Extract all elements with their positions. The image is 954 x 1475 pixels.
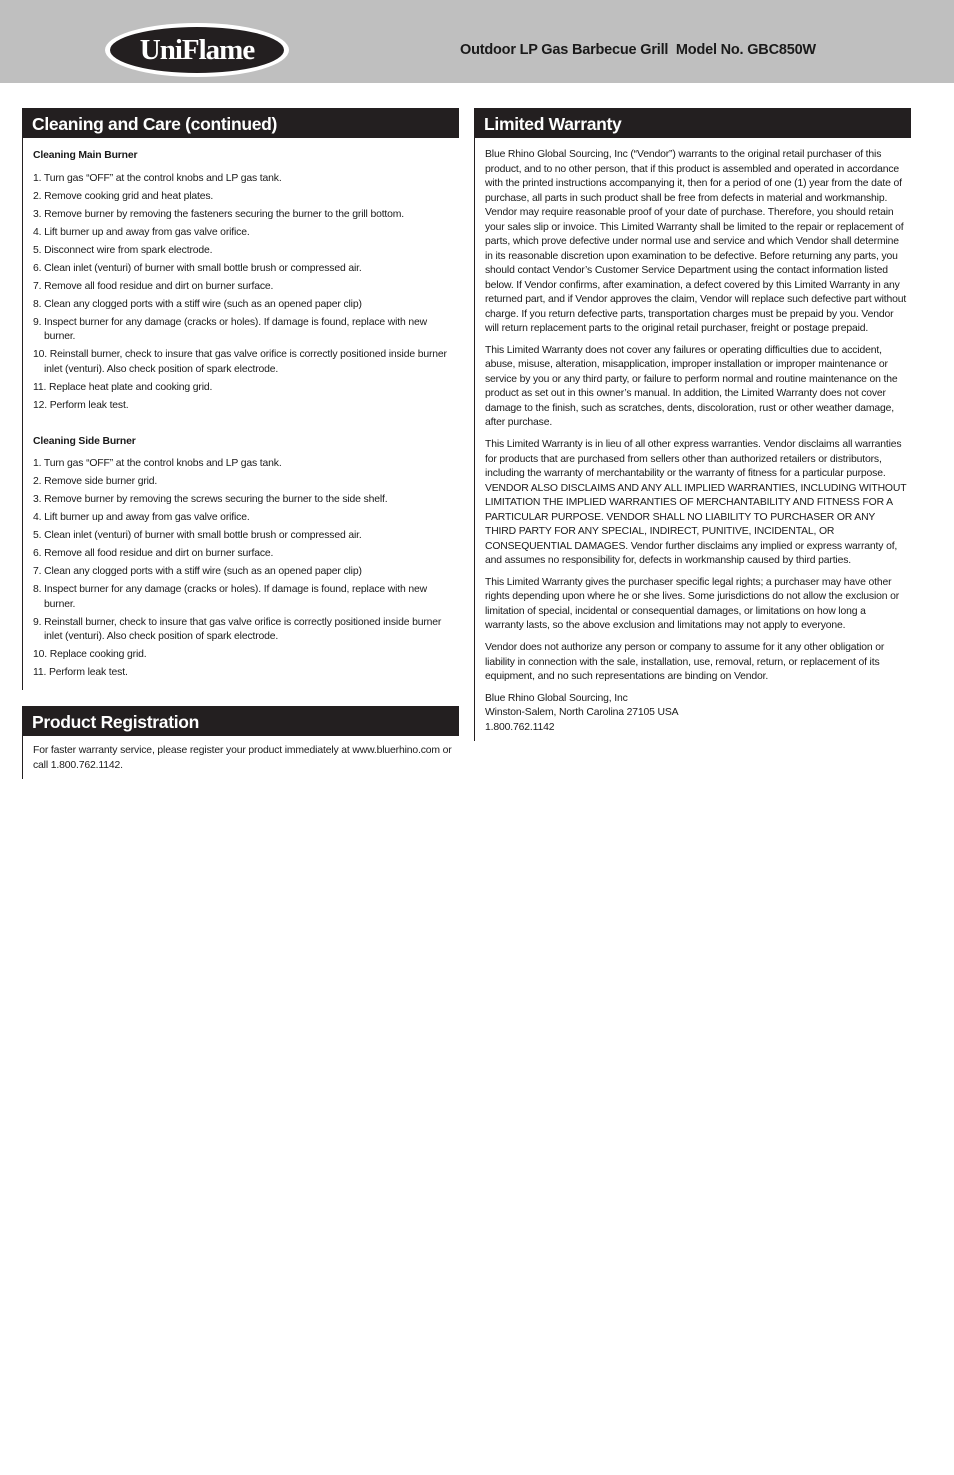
- list-item: 3. Remove burner by removing the fasteners securing the burner to the grill bottom.: [33, 208, 405, 220]
- list-item: 8. Inspect burner for any damage (cracks or holes). If damage is found, replace with new burner.: [33, 584, 427, 610]
- main-burner-steps: [33, 172, 455, 414]
- page-header: [0, 0, 954, 83]
- uniflame-logo: [104, 22, 290, 78]
- warranty-paragraph: Vendor does not authorize any person or company to assume for it any other obligation or liability in connection with the sale, installation, use, removal, return, or replacement of its equipment, and no such representations are binding on Vendor.: [485, 642, 885, 683]
- list-item: 11. Perform leak test.: [33, 667, 128, 678]
- list-item: 12. Perform leak test.: [33, 399, 129, 411]
- list-item: 1. Turn gas “OFF” at the control knobs and LP gas tank.: [33, 172, 282, 184]
- warranty-heading: Limited Warranty: [474, 108, 911, 138]
- list-item: 4. Lift burner up and away from gas valve orifice.: [33, 512, 250, 523]
- list-item: 8. Clean any clogged ports with a stiff wire (such as an opened paper clip): [33, 298, 362, 310]
- registration-text: For faster warranty service, please register your product immediately at www.bluerhino.com or call 1.800.762.1142.: [33, 745, 452, 771]
- address-line: Blue Rhino Global Sourcing, Inc: [485, 692, 628, 704]
- registration-body: [22, 736, 459, 779]
- list-item: 10. Reinstall burner, check to insure that gas valve orifice is correctly positioned inside burner inlet (venturi). Also check position of spark electrode.: [33, 349, 447, 375]
- right-column: [474, 108, 911, 741]
- list-item: 3. Remove burner by removing the screws securing the burner to the side shelf.: [33, 494, 388, 505]
- address-line: Winston-Salem, North Carolina 27105 USA: [485, 707, 679, 719]
- list-item: 10. Replace cooking grid.: [33, 649, 147, 660]
- list-item: 2. Remove cooking grid and heat plates.: [33, 190, 214, 202]
- warranty-paragraph: This Limited Warranty gives the purchaser specific legal rights; a purchaser may have other rights depending upon where he or she lives. Some jurisdictions do not allow the exclusion or limitation of special, incidental or consequential damages, or limitations on how long a warranty lasts, so the above exclusion and limitations may not apply to everyone.: [485, 576, 900, 632]
- cleaning-body: [22, 138, 459, 690]
- registration-heading: Product Registration: [22, 706, 459, 736]
- list-item: 11. Replace heat plate and cooking grid.: [33, 381, 213, 393]
- left-column: [22, 108, 459, 779]
- list-item: 5. Disconnect wire from spark electrode.: [33, 244, 213, 256]
- list-item: 6. Remove all food residue and dirt on burner surface.: [33, 548, 274, 559]
- model-title: Outdoor LP Gas Barbecue Grill Model No. GBC850W: [460, 42, 816, 58]
- logo-wordmark: UniFlame: [139, 34, 255, 66]
- list-item: 6. Clean inlet (venturi) of burner with small bottle brush or compressed air.: [33, 262, 362, 274]
- main-burner-subheading: Cleaning Main Burner: [33, 150, 138, 161]
- vendor-address: [485, 692, 907, 736]
- list-item: 2. Remove side burner grid.: [33, 476, 158, 487]
- warranty-paragraph: This Limited Warranty does not cover any failures or operating difficulties due to accident, abuse, misuse, alteration, misapplication, improper installation or improper maintenance or service by you or any third party, or failure to perform normal and routine maintenance on the product as set out in this owner’s manual. In addition, the Limited Warranty does not cover damage to the finish, such as scratches, dents, discoloration, rust or other weather damage, after purchase.: [485, 344, 898, 429]
- cleaning-heading: Cleaning and Care (continued): [22, 108, 459, 138]
- list-item: 5. Clean inlet (venturi) of burner with small bottle brush or compressed air.: [33, 530, 362, 541]
- list-item: 9. Reinstall burner, check to insure that gas valve orifice is correctly positioned inside burner inlet (venturi). Also check position of spark electrode.: [33, 616, 442, 642]
- warranty-body: [474, 138, 911, 741]
- list-item: 7. Remove all food residue and dirt on burner surface.: [33, 280, 274, 292]
- warranty-paragraph: This Limited Warranty is in lieu of all other express warranties. Vendor disclaims all warranties for products that are purchased from sellers other than authorized retailers or distributors, including the warranty of merchantability or the warranty of fitness for a particular purpose. VENDOR ALSO DISCLAIMS AND ANY ALL IMPLIED WARRANTIES, INCLUDING WITHOUT LIMITATION THE IMPLIED WARRANTIES OF MERCHANTABILITY AND FITNESS FOR A PARTICULAR PURPOSE. VENDOR SHALL NO LIABILITY TO PURCHASER OR ANY THIRD PARTY FOR ANY SPECIAL, INDIRECT, PUNITIVE, INCIDENTAL, OR CONSEQUENTIAL DAMAGES. Vendor further disclaims any implied or express warranty of, and assumes no responsibility for, defects in workmanship caused by third parties.: [485, 439, 907, 567]
- warranty-paragraph: Blue Rhino Global Sourcing, Inc (“Vendor”) warrants to the original retail purchaser of this product, and to no other person, that if this product is assembled and operated in accordance with the printed instructions accompanying it, then for a period of one (1) year from the date of purchase, all parts in such product shall be free from defects in material and workmanship. Vendor may require reasonable proof of your date of purchase. Therefore, you should retain your sales slip or invoice. This Limited Warranty shall be limited to the repair or replacement of parts, which prove defective under normal use and service and which Vendor shall determine in its reasonable discretion upon examination to be defective. Before returning any parts, you should contact Vendor’s Customer Service Department using the contact information listed below. If Vendor confirms, after examination, a defect covered by this Limited Warranty in any returned part, and if Vendor approves the claim, Vendor will replace such defective part without charge. If you return defective parts, transportation charges must be prepaid by you. Vendor will return replacement parts to the original retail purchaser, freight or postage prepaid.: [485, 149, 907, 334]
- list-item: 7. Clean any clogged ports with a stiff wire (such as an opened paper clip): [33, 566, 362, 577]
- registration-section: [22, 706, 459, 779]
- list-item: 9. Inspect burner for any damage (cracks or holes). If damage is found, replace with new burner.: [33, 316, 427, 342]
- list-item: 4. Lift burner up and away from gas valve orifice.: [33, 226, 250, 238]
- side-burner-subheading: Cleaning Side Burner: [33, 435, 136, 447]
- address-line: 1.800.762.1142: [485, 721, 555, 733]
- list-item: 1. Turn gas “OFF” at the control knobs and LP gas tank.: [33, 458, 282, 469]
- side-burner-steps: [33, 457, 455, 681]
